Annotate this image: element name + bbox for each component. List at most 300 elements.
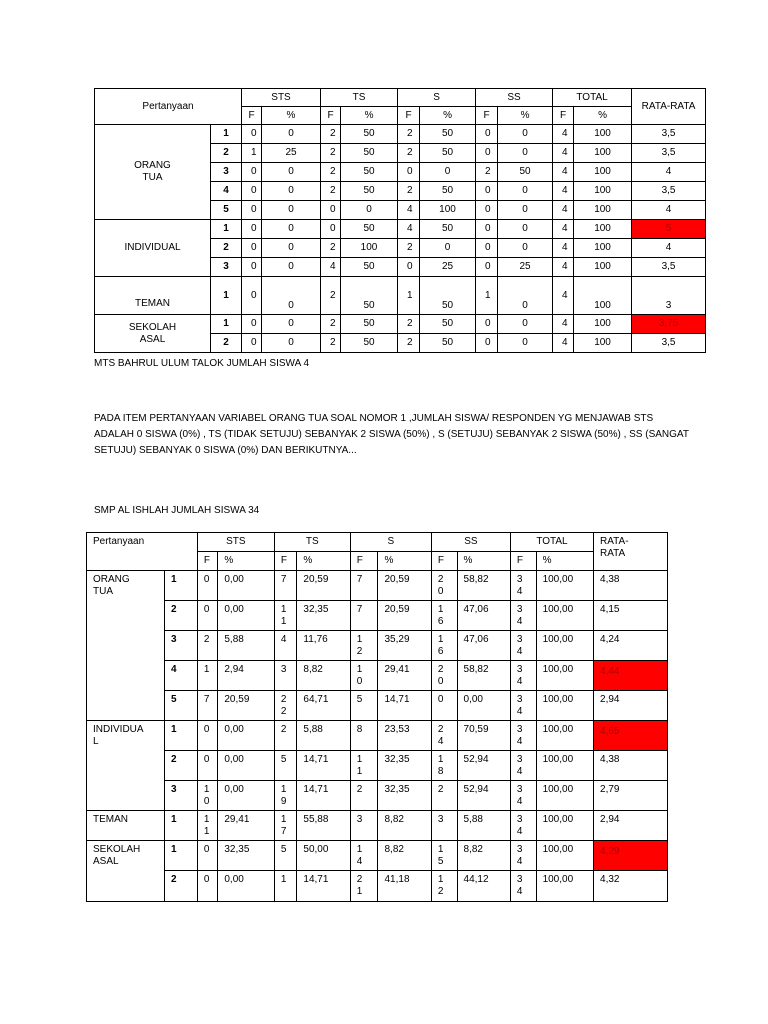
- cell-rata-rata-highlight: 3,75: [632, 315, 706, 334]
- cell-s-pct: 50: [420, 220, 476, 239]
- cell-total-pct: 100: [574, 144, 632, 163]
- cell-sts-f: 0: [242, 201, 262, 220]
- table-row: [95, 220, 706, 239]
- subheader-pct: %: [536, 552, 593, 571]
- cell-sts-f: [197, 661, 218, 691]
- cell-ts-f: 0: [321, 201, 341, 220]
- subheader-f: F: [476, 107, 498, 125]
- group-teman: TEMAN: [95, 277, 211, 315]
- question-number: 3: [211, 258, 242, 277]
- cell-ts-pct: 100: [341, 239, 398, 258]
- digit: 3: [516, 874, 523, 885]
- digit: 0: [437, 676, 444, 687]
- cell-total-pct: 100: [574, 315, 632, 334]
- cell-total-f: [510, 571, 536, 601]
- cell-sts-pct: 0: [262, 239, 321, 258]
- table-row: [87, 721, 668, 751]
- cell-s-pct: 41,18: [378, 871, 431, 902]
- cell-s-pct: 50: [420, 334, 476, 353]
- group-sekolah-asal: [87, 841, 165, 902]
- digit: 3: [516, 694, 523, 705]
- digit: 8: [437, 766, 444, 777]
- cell-total-f: 4: [553, 315, 574, 334]
- header-total: TOTAL: [553, 89, 632, 107]
- cell-sts-pct: 0,00: [218, 721, 274, 751]
- digit: 0: [437, 694, 444, 705]
- cell-s-f: [350, 691, 378, 721]
- cell-total-pct: 100: [574, 258, 632, 277]
- question-number: 2: [165, 751, 198, 781]
- cell-total-pct: 100,00: [536, 721, 593, 751]
- table-row: [95, 277, 706, 315]
- digit: 0: [203, 724, 210, 735]
- cell-ss-pct: 0: [498, 125, 553, 144]
- cell-rata-rata: 3,5: [632, 182, 706, 201]
- digit: 2: [437, 664, 444, 675]
- cell-ss-f: [431, 601, 457, 631]
- digit: 1: [280, 814, 287, 825]
- cell-ss-f: 0: [476, 258, 498, 277]
- question-number: 1: [165, 721, 198, 751]
- cell-ts-pct: 32,35: [297, 601, 350, 631]
- cell-s-f: [350, 571, 378, 601]
- cell-rata-rata: 2,94: [594, 811, 668, 841]
- cell-ts-f: [274, 601, 297, 631]
- cell-ts-pct: 50,00: [297, 841, 350, 871]
- header-total: TOTAL: [510, 533, 593, 552]
- group-sekolah-asal: [95, 315, 211, 353]
- cell-total-f: [510, 721, 536, 751]
- table-row: [87, 601, 668, 631]
- cell-total-f: 4: [553, 277, 574, 315]
- cell-s-pct: 8,82: [378, 841, 431, 871]
- cell-sts-f: 0: [242, 220, 262, 239]
- cell-s-pct: 0: [420, 163, 476, 182]
- question-number: 3: [165, 631, 198, 661]
- cell-ss-f: 0: [476, 239, 498, 258]
- cell-total-f: 4: [553, 258, 574, 277]
- cell-ts-pct: 64,71: [297, 691, 350, 721]
- cell-s-f: [350, 781, 378, 811]
- cell-sts-f: 0: [242, 334, 262, 353]
- cell-ts-f: [274, 871, 297, 902]
- cell-ss-pct: 25: [498, 258, 553, 277]
- cell-total-pct: 100: [574, 201, 632, 220]
- group-label-line: TUA: [142, 172, 163, 183]
- cell-ts-pct: 50: [341, 277, 398, 315]
- cell-ss-f: 0: [476, 182, 498, 201]
- digit: 1: [356, 664, 363, 675]
- subheader-f: F: [431, 552, 457, 571]
- digit: 4: [516, 586, 523, 597]
- cell-rata-rata: 3,5: [632, 144, 706, 163]
- question-number: 1: [165, 811, 198, 841]
- cell-ss-pct: 47,06: [457, 601, 510, 631]
- cell-total-pct: 100,00: [536, 781, 593, 811]
- cell-rata-rata: 2,94: [594, 691, 668, 721]
- cell-s-f: [350, 721, 378, 751]
- cell-ss-pct: 44,12: [457, 871, 510, 902]
- digit: 1: [280, 616, 287, 627]
- cell-ss-f: [431, 871, 457, 902]
- question-number: 1: [211, 315, 242, 334]
- cell-total-pct: 100,00: [536, 601, 593, 631]
- digit: 1: [280, 874, 287, 885]
- digit: 5: [280, 754, 287, 765]
- digit: 4: [516, 616, 523, 627]
- cell-rata-rata: 4,32: [594, 871, 668, 902]
- digit: 3: [516, 724, 523, 735]
- cell-ts-f: [274, 841, 297, 871]
- cell-s-pct: 50: [420, 277, 476, 315]
- question-number: 1: [211, 125, 242, 144]
- cell-ss-f: 0: [476, 201, 498, 220]
- digit: 3: [437, 814, 444, 825]
- digit: 1: [437, 634, 444, 645]
- question-number: 2: [211, 239, 242, 258]
- cell-ss-pct: 0: [498, 239, 553, 258]
- cell-s-f: 4: [398, 201, 420, 220]
- cell-total-pct: 100: [574, 239, 632, 258]
- header-rata-line: RATA: [600, 548, 626, 559]
- digit: 2: [356, 646, 363, 657]
- question-number: 5: [165, 691, 198, 721]
- cell-total-f: 4: [553, 201, 574, 220]
- cell-ss-pct: 0: [498, 315, 553, 334]
- cell-ts-f: [274, 721, 297, 751]
- cell-sts-f: 0: [242, 258, 262, 277]
- digit: 1: [280, 604, 287, 615]
- cell-s-f: 2: [398, 334, 420, 353]
- digit: 1: [356, 754, 363, 765]
- digit: 2: [280, 706, 287, 717]
- digit: 9: [280, 796, 287, 807]
- header-rata-line: RATA-: [600, 536, 629, 547]
- cell-ss-f: 0: [476, 220, 498, 239]
- cell-s-pct: 0: [420, 239, 476, 258]
- digit: 3: [516, 814, 523, 825]
- cell-ts-pct: 50: [341, 220, 398, 239]
- cell-total-f: [510, 871, 536, 902]
- digit: 3: [516, 754, 523, 765]
- subheader-pct: %: [420, 107, 476, 125]
- cell-s-f: 2: [398, 125, 420, 144]
- digit: 0: [356, 676, 363, 687]
- cell-ts-f: [274, 811, 297, 841]
- question-number: 1: [165, 841, 198, 871]
- question-number: 3: [211, 163, 242, 182]
- cell-ss-pct: 0: [498, 220, 553, 239]
- table-row: [87, 841, 668, 871]
- cell-ss-f: 0: [476, 125, 498, 144]
- digit: 4: [516, 886, 523, 897]
- cell-rata-rata: 4,15: [594, 601, 668, 631]
- cell-sts-pct: 0: [262, 277, 321, 315]
- question-number: 2: [211, 144, 242, 163]
- cell-total-f: 4: [553, 144, 574, 163]
- caption-smp: SMP AL ISHLAH JUMLAH SISWA 34: [94, 505, 260, 516]
- cell-rata-rata-highlight: 5: [632, 220, 706, 239]
- digit: 1: [203, 784, 210, 795]
- digit: 3: [516, 634, 523, 645]
- cell-ts-f: 2: [321, 144, 341, 163]
- subheader-f: F: [197, 552, 218, 571]
- cell-sts-f: [197, 871, 218, 902]
- cell-sts-f: 0: [242, 315, 262, 334]
- cell-ts-pct: 11,76: [297, 631, 350, 661]
- cell-rata-rata: 3: [632, 277, 706, 315]
- cell-sts-pct: 0: [262, 163, 321, 182]
- digit: 1: [203, 814, 210, 825]
- cell-s-f: 0: [398, 163, 420, 182]
- cell-s-f: 2: [398, 239, 420, 258]
- cell-ts-f: 2: [321, 125, 341, 144]
- digit: 4: [516, 856, 523, 867]
- cell-ss-pct: 0,00: [457, 691, 510, 721]
- question-number: 2: [211, 334, 242, 353]
- subheader-pct: %: [218, 552, 274, 571]
- table-row: [87, 691, 668, 721]
- subheader-f: F: [274, 552, 297, 571]
- digit: 4: [516, 706, 523, 717]
- digit: 4: [516, 796, 523, 807]
- cell-ss-pct: 0: [498, 277, 553, 315]
- cell-sts-f: [197, 811, 218, 841]
- digit: 3: [516, 574, 523, 585]
- digit: 2: [356, 784, 363, 795]
- digit: 1: [437, 754, 444, 765]
- cell-s-f: 2: [398, 315, 420, 334]
- subheader-pct: %: [297, 552, 350, 571]
- subheader-f: F: [398, 107, 420, 125]
- group-individual: INDIVIDUAL: [95, 220, 211, 277]
- cell-ts-pct: 50: [341, 144, 398, 163]
- group-label-line: SEKOLAH: [93, 844, 141, 855]
- header-pertanyaan: Pertanyaan: [87, 533, 198, 571]
- cell-ss-f: [431, 661, 457, 691]
- cell-ts-pct: 8,82: [297, 661, 350, 691]
- subheader-pct: %: [341, 107, 398, 125]
- digit: 1: [203, 826, 210, 837]
- digit: 1: [356, 886, 363, 897]
- cell-sts-pct: 0,00: [218, 571, 274, 601]
- subheader-pct: %: [498, 107, 553, 125]
- cell-ts-f: 2: [321, 163, 341, 182]
- cell-rata-rata: 2,79: [594, 781, 668, 811]
- cell-total-pct: 100,00: [536, 751, 593, 781]
- cell-rata-rata: 4,38: [594, 751, 668, 781]
- cell-ts-f: 2: [321, 277, 341, 315]
- cell-s-pct: 14,71: [378, 691, 431, 721]
- cell-sts-pct: 5,88: [218, 631, 274, 661]
- cell-total-f: 4: [553, 239, 574, 258]
- digit: 0: [203, 574, 210, 585]
- digit: 7: [280, 574, 287, 585]
- question-number: 2: [165, 601, 198, 631]
- digit: 1: [356, 634, 363, 645]
- cell-s-f: [350, 841, 378, 871]
- cell-s-f: [350, 601, 378, 631]
- cell-ts-f: 0: [321, 220, 341, 239]
- digit: 7: [356, 604, 363, 615]
- explanation-paragraph: PADA ITEM PERTANYAAN VARIABEL ORANG TUA SOAL NOMOR 1 ,JUMLAH SISWA/ RESPONDEN YG MENJAWAB STS ADALAH 0 SISWA (0%) , TS (TIDAK SETUJU) SEBANYAK 2 SISWA (50%) , S (SETUJU) SEBANYAK 2 SISWA (50%) , SS (SANGAT SETUJU) SEBANYAK 0 SISWA (0%) DAN BERIKUTNYA...: [94, 413, 689, 456]
- digit: 4: [280, 634, 287, 645]
- cell-ts-pct: 14,71: [297, 781, 350, 811]
- cell-s-f: [350, 811, 378, 841]
- cell-sts-pct: 0: [262, 201, 321, 220]
- cell-sts-f: 1: [242, 144, 262, 163]
- cell-total-f: [510, 691, 536, 721]
- digit: 0: [437, 586, 444, 597]
- digit: 3: [356, 814, 363, 825]
- digit: 0: [203, 874, 210, 885]
- cell-sts-f: 0: [242, 163, 262, 182]
- cell-sts-pct: 25: [262, 144, 321, 163]
- cell-ss-f: [431, 571, 457, 601]
- digit: 2: [356, 874, 363, 885]
- digit: 1: [280, 784, 287, 795]
- cell-s-pct: 50: [420, 144, 476, 163]
- group-teman: TEMAN: [87, 811, 165, 841]
- cell-s-f: 2: [398, 144, 420, 163]
- cell-ts-f: [274, 631, 297, 661]
- cell-sts-pct: 29,41: [218, 811, 274, 841]
- cell-total-pct: 100: [574, 125, 632, 144]
- cell-ts-f: [274, 781, 297, 811]
- group-label-line: L: [93, 736, 99, 747]
- cell-sts-pct: 0: [262, 220, 321, 239]
- question-number: 3: [165, 781, 198, 811]
- table-row: [87, 871, 668, 902]
- cell-rata-rata: 4,24: [594, 631, 668, 661]
- header-sts: STS: [242, 89, 321, 107]
- cell-s-pct: 20,59: [378, 601, 431, 631]
- table-row: [87, 751, 668, 781]
- header-ss: SS: [476, 89, 553, 107]
- cell-s-f: [350, 631, 378, 661]
- digit: 4: [356, 856, 363, 867]
- cell-ts-pct: 50: [341, 125, 398, 144]
- cell-total-pct: 100,00: [536, 571, 593, 601]
- cell-ts-pct: 0: [341, 201, 398, 220]
- cell-sts-f: [197, 841, 218, 871]
- digit: 4: [516, 646, 523, 657]
- cell-ss-pct: 47,06: [457, 631, 510, 661]
- digit: 0: [203, 796, 210, 807]
- table-row: [95, 315, 706, 334]
- cell-total-f: 4: [553, 125, 574, 144]
- cell-ss-f: 0: [476, 315, 498, 334]
- cell-ts-pct: 50: [341, 258, 398, 277]
- cell-sts-f: [197, 571, 218, 601]
- header-rata-rata: [594, 533, 668, 571]
- digit: 2: [437, 784, 444, 795]
- cell-ss-f: [431, 781, 457, 811]
- cell-total-pct: 100,00: [536, 661, 593, 691]
- cell-total-f: 4: [553, 220, 574, 239]
- cell-rata-rata: 3,5: [632, 258, 706, 277]
- cell-ts-pct: 55,88: [297, 811, 350, 841]
- cell-ts-pct: 50: [341, 334, 398, 353]
- cell-ts-pct: 5,88: [297, 721, 350, 751]
- group-individual: [87, 721, 165, 811]
- cell-s-pct: 32,35: [378, 781, 431, 811]
- cell-s-pct: 50: [420, 182, 476, 201]
- cell-s-pct: 23,53: [378, 721, 431, 751]
- digit: 4: [437, 736, 444, 747]
- cell-s-pct: 100: [420, 201, 476, 220]
- cell-rata-rata: 3,5: [632, 125, 706, 144]
- cell-sts-pct: 2,94: [218, 661, 274, 691]
- cell-ss-pct: 0: [498, 334, 553, 353]
- digit: 3: [516, 664, 523, 675]
- header-s: S: [398, 89, 476, 107]
- cell-ss-pct: 52,94: [457, 751, 510, 781]
- digit: 6: [437, 616, 444, 627]
- digit: 4: [516, 826, 523, 837]
- cell-s-f: 1: [398, 277, 420, 315]
- table-smp-al-ishlah: [86, 532, 668, 902]
- digit: 2: [437, 724, 444, 735]
- digit: 1: [437, 874, 444, 885]
- cell-s-pct: 8,82: [378, 811, 431, 841]
- subheader-f: F: [553, 107, 574, 125]
- group-label-line: ORANG: [93, 574, 130, 585]
- group-label-line: ASAL: [93, 856, 119, 867]
- group-label-line: TUA: [93, 586, 113, 597]
- cell-rata-rata: 4: [632, 239, 706, 258]
- digit: 3: [516, 844, 523, 855]
- cell-ss-f: [431, 841, 457, 871]
- cell-sts-f: [197, 631, 218, 661]
- cell-s-pct: 25: [420, 258, 476, 277]
- digit: 3: [280, 664, 287, 675]
- cell-s-pct: 29,41: [378, 661, 431, 691]
- digit: 4: [516, 736, 523, 747]
- digit: 5: [437, 856, 444, 867]
- cell-ts-f: [274, 691, 297, 721]
- cell-s-pct: 50: [420, 125, 476, 144]
- question-number: 1: [211, 277, 242, 315]
- cell-total-pct: 100,00: [536, 691, 593, 721]
- cell-total-pct: 100: [574, 220, 632, 239]
- cell-ts-pct: 20,59: [297, 571, 350, 601]
- digit: 8: [356, 724, 363, 735]
- group-label-line: INDIVIDUA: [93, 724, 144, 735]
- digit: 2: [437, 574, 444, 585]
- table-row: [87, 631, 668, 661]
- cell-sts-f: 0: [242, 125, 262, 144]
- cell-total-pct: 100: [574, 182, 632, 201]
- cell-total-f: [510, 841, 536, 871]
- cell-ss-f: 2: [476, 163, 498, 182]
- question-number: 4: [211, 182, 242, 201]
- cell-s-pct: 20,59: [378, 571, 431, 601]
- digit: 3: [516, 784, 523, 795]
- cell-sts-pct: 0,00: [218, 601, 274, 631]
- cell-ss-f: [431, 751, 457, 781]
- digit: 5: [280, 844, 287, 855]
- cell-sts-pct: 0,00: [218, 751, 274, 781]
- digit: 1: [356, 844, 363, 855]
- subheader-f: F: [350, 552, 378, 571]
- cell-ss-pct: 50: [498, 163, 553, 182]
- cell-ss-f: [431, 721, 457, 751]
- cell-rata-rata: 4: [632, 201, 706, 220]
- cell-ss-pct: 8,82: [457, 841, 510, 871]
- question-number: 1: [165, 571, 198, 601]
- digit: 4: [516, 676, 523, 687]
